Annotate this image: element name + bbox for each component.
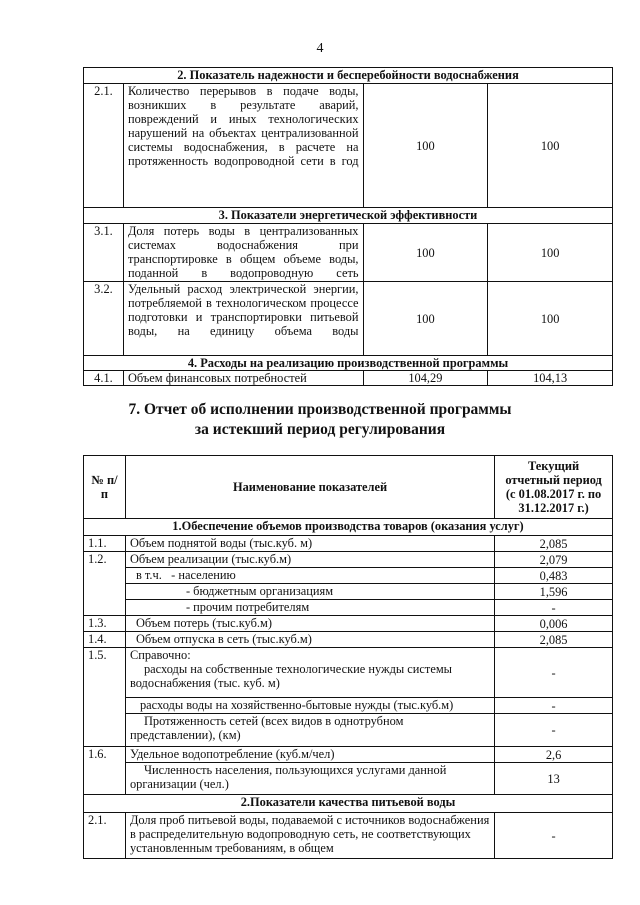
table-row [84,714,613,747]
table-row [84,747,613,763]
row-value: 100 [488,224,613,282]
row-prefix: в т.ч. [135,568,162,582]
row-number: 3.2. [84,282,124,356]
section-title: 3. Показатели энергетической эффективности [84,208,613,224]
row-value: 13 [495,763,613,795]
row-number: 1.4. [84,632,126,648]
row-name: Удельное водопотребление (куб.м/чел) [125,747,494,763]
section-title: 2. Показатель надежности и бесперебойности водоснабжения [84,68,613,84]
row-name: - бюджетным организациям [125,584,494,600]
section-row [84,68,613,84]
row-name: Удельный расход электрической энергии, потребляемой в технологическом процессе подготовки и транспортировки питьевой воды, на единицу объема воды [123,282,363,356]
row-number: 3.1. [84,224,124,282]
row-value: 100 [363,84,488,208]
row-value: 2,079 [495,552,613,568]
table-row [84,616,613,632]
report-table [83,455,613,859]
section-row [84,356,613,371]
table-row [84,224,613,282]
section-row [84,519,613,536]
page-number: 4 [316,41,324,56]
section-title: 4. Расходы на реализацию производственной программы [84,356,613,371]
section-row [84,208,613,224]
row-value: - [495,698,613,714]
header-row [84,456,613,519]
row-name: в т.ч. - населению [125,568,494,584]
row-value: 0,006 [495,616,613,632]
header-period: Текущий отчетный период (с 01.08.2017 г. по 31.12.2017 г.) [495,456,613,519]
table-row [84,371,613,386]
row-name: Справочно: расходы на собственные технологические нужды системы водоснабжения (тыс. куб. м) [125,648,494,698]
row-name: Доля потерь воды в централизованных системах водоснабжения при транспортировке в общем объеме воды, поданной в водопроводную сеть [123,224,363,282]
row-label: Справочно: [129,648,191,662]
table-row [84,84,613,208]
table-row [84,763,613,795]
row-name: Численность населения, пользующихся услугами данной организации (чел.) [125,763,494,795]
section-title: 1.Обеспечение объемов производства товаров (оказания услуг) [84,519,613,536]
table-row [84,282,613,356]
row-value: 2,085 [495,536,613,552]
row-value: 0,483 [495,568,613,584]
row-value: 2,6 [495,747,613,763]
section-heading [0,400,640,440]
row-name: Количество перерывов в подаче воды, возникших в результате аварий, повреждений и иных технологических нарушений на объектах централизованной системы водоснабжения, в расчете на протяженность водопроводной сети в год [123,84,363,208]
row-value: 100 [363,224,488,282]
section-title: 2.Показатели качества питьевой воды [84,795,613,813]
row-value: 2,085 [495,632,613,648]
row-value: 100 [488,282,613,356]
row-number: 1.1. [84,536,126,552]
row-value: 104,29 [363,371,488,386]
table-row [84,568,613,584]
row-number: 1.6. [84,747,126,795]
row-name: Объем отпуска в сеть (тыс.куб.м) [125,632,494,648]
row-number: 4.1. [84,371,124,386]
heading-line-2: за истекший период регулирования [194,421,446,438]
row-number: 2.1. [84,813,126,859]
row-number: 1.2. [84,552,126,616]
table-row [84,552,613,568]
row-name: Объем потерь (тыс.куб.м) [125,616,494,632]
row-number: 2.1. [84,84,124,208]
header-name: Наименование показателей [125,456,494,519]
row-value: 1,596 [495,584,613,600]
row-name: - прочим потребителям [125,600,494,616]
row-value: 104,13 [488,371,613,386]
row-name: Доля проб питьевой воды, подаваемой с источников водоснабжения в распределительную водопроводную сеть, не соответствующих установленным требованиям, в общем [125,813,494,859]
table-row [84,813,613,859]
row-name: Объем финансовых потребностей [123,371,363,386]
header-num: № п/п [84,456,126,519]
heading-line-1: 7. Отчет об исполнении производственной программы [128,401,512,418]
table-row [84,698,613,714]
row-name: расходы воды на хозяйственно-бытовые нужды (тыс.куб.м) [125,698,494,714]
row-number: 1.3. [84,616,126,632]
row-value: - [495,813,613,859]
table-row [84,536,613,552]
table-row [84,648,613,698]
row-value: 100 [363,282,488,356]
row-value: - [495,648,613,698]
table-row [84,584,613,600]
row-name: Объем реализации (тыс.куб.м) [125,552,494,568]
row-value: - [495,714,613,747]
indicators-table [83,67,613,386]
row-name: Объем поднятой воды (тыс.куб. м) [125,536,494,552]
section-row [84,795,613,813]
row-name: Протяженность сетей (всех видов в однотрубном представлении), (км) [125,714,494,747]
table-row [84,632,613,648]
table-row [84,600,613,616]
row-value: - [495,600,613,616]
row-number: 1.5. [84,648,126,747]
row-value: 100 [488,84,613,208]
